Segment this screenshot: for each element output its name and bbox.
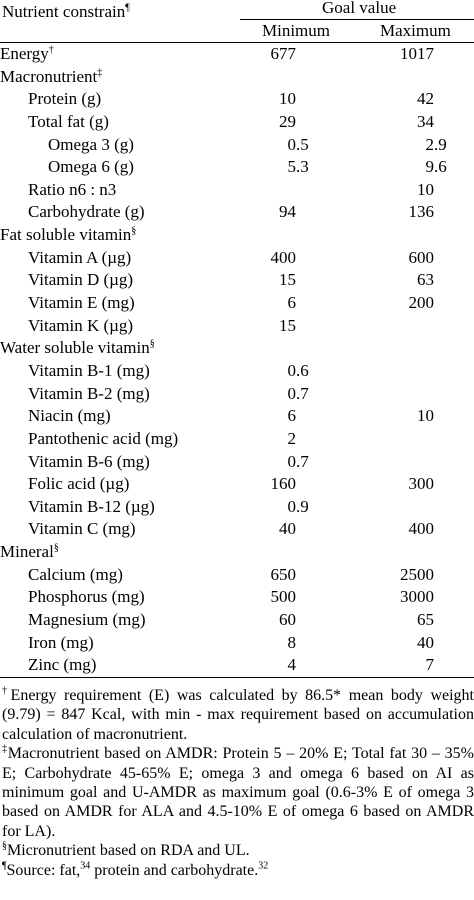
footnote-mark: †: [48, 44, 54, 56]
nutrient-label: [28, 247, 131, 269]
minimum-value: 6: [287, 293, 296, 313]
nutrient-name: Vitamin B-2 (mg): [28, 383, 150, 403]
minimum-value: 500: [270, 587, 296, 607]
footnote-text: Micronutrient based on RDA and UL.: [7, 842, 250, 860]
reference-number: 32: [258, 860, 269, 872]
reference-number: 34: [80, 860, 91, 872]
table-row: [0, 360, 474, 383]
table-row: [0, 201, 474, 224]
maximum-value: 40: [417, 632, 434, 652]
nutrient-label: [28, 269, 133, 291]
table-row: [0, 224, 474, 247]
footnote-mark: §: [149, 338, 155, 350]
nutrient-name: Vitamin B-6 (mg): [28, 451, 150, 471]
nutrient-name: Vitamin A (µg): [28, 247, 132, 267]
maximum-value: 2500: [400, 564, 434, 584]
nutrient-label: [28, 201, 145, 223]
nutrient-label: [28, 518, 136, 540]
maximum-value: 7: [425, 655, 434, 675]
maximum-value: 136: [408, 202, 434, 222]
nutrient-name: Water soluble vitamin: [0, 338, 150, 358]
maximum-value: 3000: [400, 587, 434, 607]
table-row: [0, 632, 474, 655]
nutrient-name: Folic acid (µg): [28, 474, 130, 494]
nutrient-name: Vitamin D (µg): [28, 270, 134, 290]
minimum-value: 60: [279, 610, 296, 630]
maximum-value: 42: [417, 89, 434, 109]
table-row: [0, 315, 474, 338]
nutrient-label: [28, 654, 96, 676]
table-row: [0, 337, 474, 360]
minimum-value: 0.5: [287, 134, 309, 154]
nutrient-name: Zinc (mg): [28, 655, 97, 675]
nutrient-name: Iron (mg): [28, 632, 94, 652]
maximum-value: 65: [417, 610, 434, 630]
nutrient-name: Vitamin K (µg): [28, 315, 134, 335]
table-row: [0, 269, 474, 292]
nutrient-column-header: [2, 2, 130, 22]
minimum-value: 94: [279, 202, 296, 222]
nutrient-label: [28, 632, 94, 654]
nutrient-label: [28, 383, 150, 405]
table-row: [0, 88, 474, 111]
nutrient-name: Magnesium (mg): [28, 610, 146, 630]
minimum-value: 4: [287, 655, 296, 675]
nutrient-label: [28, 88, 101, 110]
maximum-value: 2.9: [425, 134, 447, 154]
minimum-value: 0.6: [287, 360, 309, 380]
maximum-value: 1017: [400, 44, 434, 63]
minimum-value: 29: [279, 111, 296, 131]
footnote-micronutrient: [2, 841, 474, 860]
maximum-value: 9.6: [425, 157, 447, 177]
maximum-value: 300: [408, 474, 434, 494]
nutrient-column-label: Nutrient constrain: [2, 2, 126, 21]
maximum-value: 10: [417, 406, 434, 426]
nutrient-name: Macronutrient: [0, 66, 98, 86]
minimum-column-header: Minimum: [262, 21, 331, 40]
footnote-mark: §: [131, 225, 137, 237]
nutrient-label: [0, 43, 54, 65]
nutrient-name: Calcium (mg): [28, 564, 123, 584]
nutrient-name: Carbohydrate (g): [28, 202, 145, 222]
table-row: [0, 405, 474, 428]
footnote-text: Energy requirement (E) was calculated by 86.5* mean body weight (9.79) = 847 Kcal, with min - max requirement based on accumulation calculation of macronutrient.: [2, 686, 474, 743]
nutrient-name: Phosphorus (mg): [28, 587, 145, 607]
nutrient-label: [28, 564, 123, 586]
minimum-value: 400: [270, 247, 296, 267]
nutrient-label: [28, 609, 146, 631]
footnote-mark: §: [53, 542, 59, 554]
table-row: [0, 609, 474, 632]
minimum-value: 15: [279, 270, 296, 290]
nutrient-name: Mineral: [0, 542, 54, 562]
table-row: [0, 179, 474, 202]
nutrient-name: Vitamin B-12 (µg): [28, 496, 155, 516]
footnote-macronutrient: [2, 744, 474, 841]
footnote-mark: §: [2, 840, 7, 852]
table-row: [0, 451, 474, 474]
nutrient-label: [28, 111, 109, 133]
nutrient-name: Energy: [0, 44, 49, 63]
minimum-value: 5.3: [287, 157, 309, 177]
table-row: [0, 654, 474, 677]
footnote-energy: [2, 686, 474, 744]
nutrient-label: [0, 541, 59, 563]
maximum-value: 600: [408, 247, 434, 267]
table-row: [0, 247, 474, 270]
maximum-column-header: Maximum: [380, 21, 451, 40]
nutrient-label: [0, 66, 102, 88]
table-body: [0, 43, 474, 677]
nutrient-label: [0, 224, 136, 246]
nutrient-name: Vitamin E (mg): [28, 293, 135, 313]
table-row: [0, 473, 474, 496]
footnote-text: Source: fat,: [6, 861, 81, 879]
nutrient-label: [28, 473, 129, 495]
nutrient-name: Vitamin B-1 (mg): [28, 360, 150, 380]
nutrient-name: Ratio n6 : n3: [28, 179, 117, 199]
nutrient-label: [28, 179, 116, 201]
minimum-value: 160: [270, 474, 296, 494]
table-row: [0, 541, 474, 564]
nutrient-label: [28, 360, 150, 382]
nutrient-label: [28, 315, 133, 337]
nutrient-label: [48, 134, 134, 156]
nutrient-label: [28, 496, 155, 518]
nutrient-label: [48, 156, 134, 178]
footnote-mark: ¶: [125, 2, 130, 14]
nutrient-name: Total fat (g): [28, 111, 109, 131]
table-row: [0, 496, 474, 519]
minimum-value: 8: [287, 632, 296, 652]
footnote-text: protein and carbohydrate.: [90, 861, 259, 879]
goal-value-underline: [240, 19, 474, 20]
goal-value-header: Goal value: [322, 0, 397, 17]
table-row: [0, 66, 474, 89]
minimum-value: 6: [287, 406, 296, 426]
minimum-value: 0.7: [287, 383, 309, 403]
minimum-value: 0.7: [287, 451, 309, 471]
table-row: [0, 111, 474, 134]
table-header: [0, 0, 474, 42]
nutrient-name: Pantothenic acid (mg): [28, 428, 179, 448]
footnotes: [0, 678, 474, 880]
minimum-value: 40: [279, 519, 296, 539]
nutrient-name: Omega 3 (g): [48, 134, 134, 154]
nutrient-label: [28, 451, 150, 473]
table-row: [0, 156, 474, 179]
table-row: [0, 43, 474, 66]
footnote-mark: †: [2, 685, 11, 697]
nutrient-label: [28, 586, 145, 608]
nutrient-label: [0, 337, 155, 359]
table-row: [0, 134, 474, 157]
maximum-value: 34: [417, 111, 434, 131]
nutrient-label: [28, 405, 111, 427]
table-row: [0, 292, 474, 315]
minimum-value: 15: [279, 315, 296, 335]
minimum-value: 0.9: [287, 496, 309, 516]
table-row: [0, 428, 474, 451]
footnote-mark: ‡: [2, 743, 8, 755]
footnote-mark: ¶: [2, 860, 7, 872]
maximum-value: 400: [408, 519, 434, 539]
nutrient-name: Omega 6 (g): [48, 157, 134, 177]
minimum-value: 10: [279, 89, 296, 109]
footnote-text: Macronutrient based on AMDR: Protein 5 – 20% E; Total fat 30 – 35% E; Carbohydrate 45-65% E; omega 3 and omega 6 based on AI as minimum goal and U-AMDR as maximum goal (0.6-3% E of omega 3 based on AMDR for ALA and 4.5-10% E of omega 6 based on AMDR for LA).: [2, 745, 474, 840]
nutrient-name: Protein (g): [28, 89, 102, 109]
minimum-value: 650: [270, 564, 296, 584]
maximum-value: 10: [417, 179, 434, 199]
table-row: [0, 564, 474, 587]
nutrient-label: [28, 292, 135, 314]
minimum-value: 2: [287, 428, 296, 448]
table-row: [0, 586, 474, 609]
nutrient-name: Niacin (mg): [28, 406, 111, 426]
table-row: [0, 518, 474, 541]
nutrient-label: [28, 428, 178, 450]
nutrient-name: Vitamin C (mg): [28, 519, 136, 539]
footnote-mark: ‡: [97, 66, 103, 78]
maximum-value: 200: [408, 293, 434, 313]
footnote-source: [2, 861, 474, 880]
maximum-value: 63: [417, 270, 434, 290]
minimum-value: 677: [270, 44, 296, 63]
nutrient-name: Fat soluble vitamin: [0, 225, 132, 245]
table-row: [0, 383, 474, 406]
